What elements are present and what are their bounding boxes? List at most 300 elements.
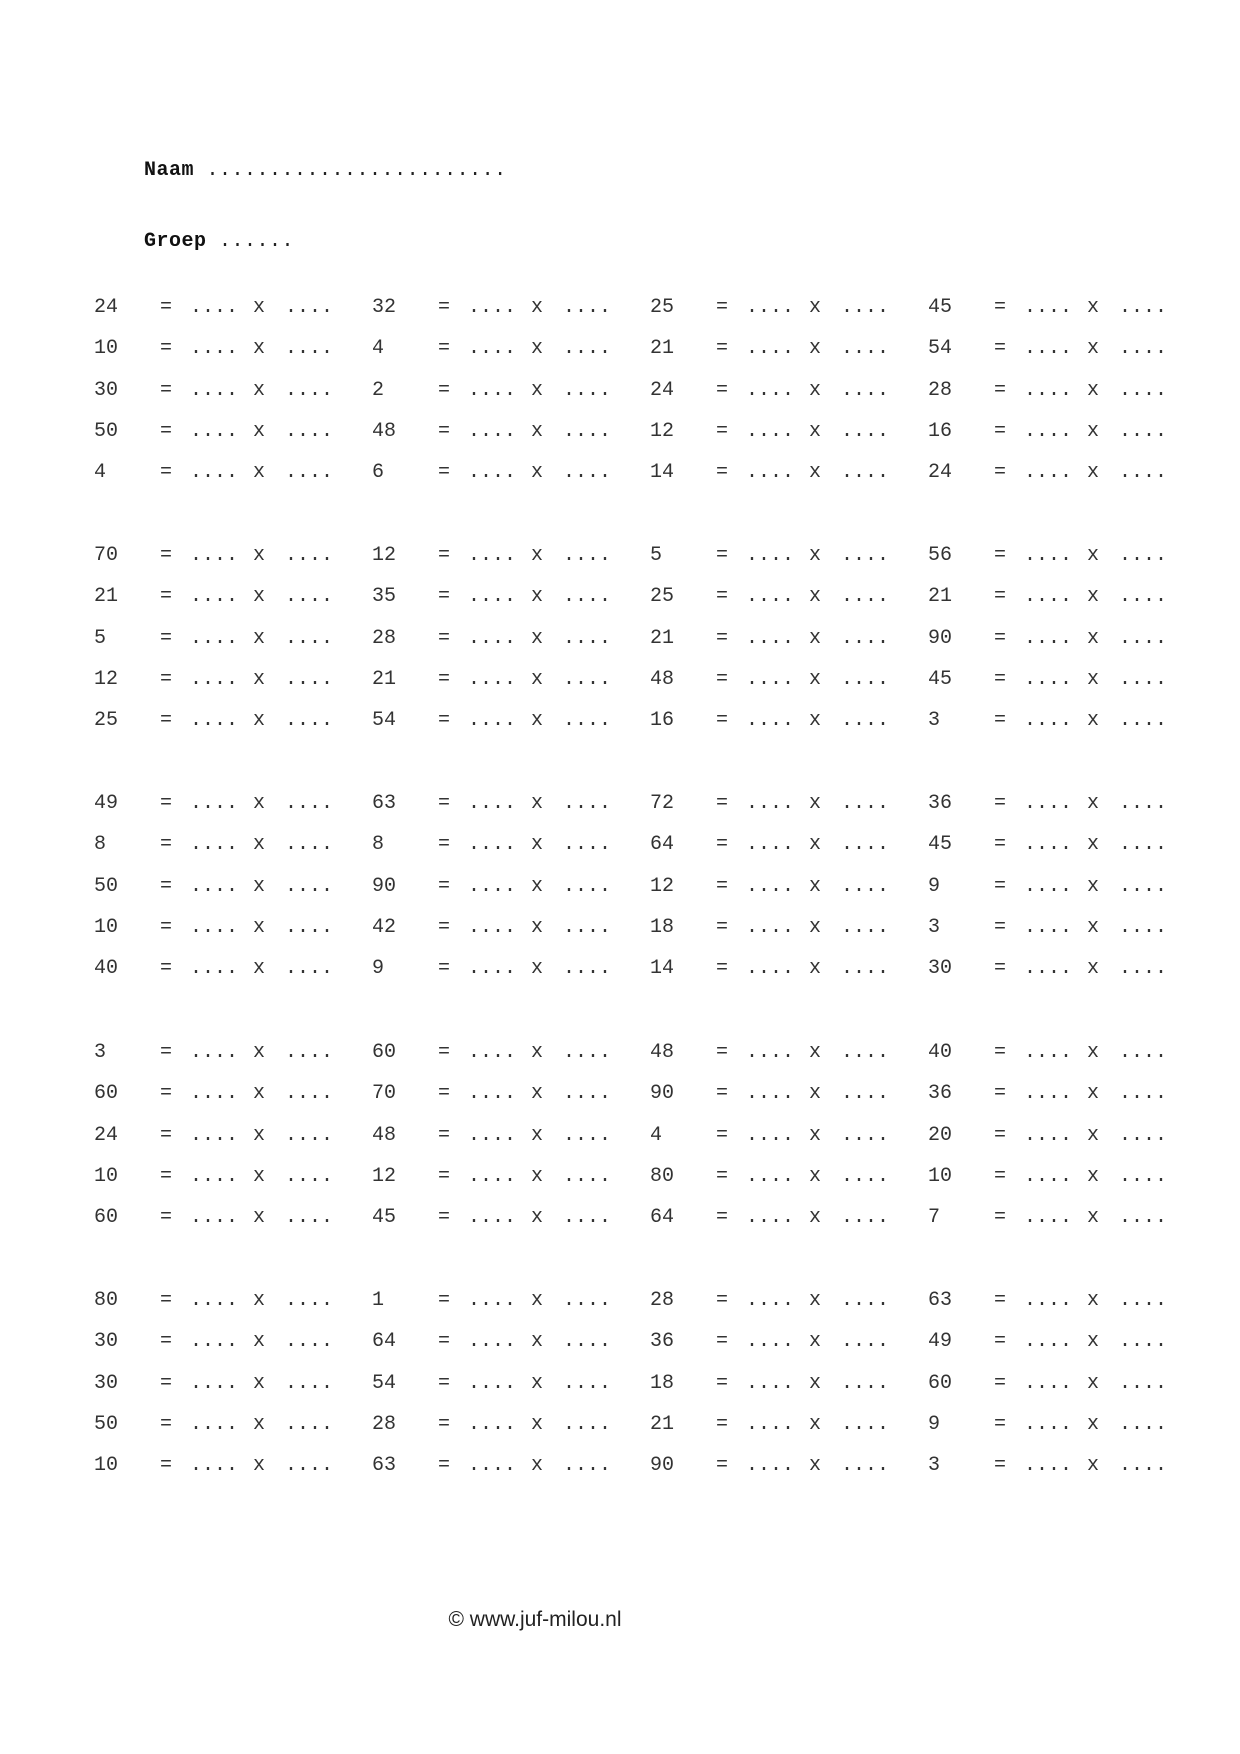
- problem-number: 3: [94, 1041, 107, 1064]
- exercise-item: [372, 1082, 642, 1110]
- exercise-item: [94, 420, 364, 448]
- exercise-item: [928, 875, 1198, 903]
- answer-blank-2[interactable]: ....: [1119, 1289, 1168, 1312]
- equals-sign: =: [160, 544, 173, 567]
- problem-number: 5: [650, 544, 663, 567]
- times-sign: x: [253, 1372, 266, 1395]
- answer-blank-2[interactable]: ....: [563, 957, 612, 980]
- times-sign: x: [531, 1330, 544, 1353]
- answer-blank-1[interactable]: ....: [746, 1082, 795, 1105]
- answer-blank-2[interactable]: ....: [285, 668, 334, 691]
- answer-blank-2[interactable]: ....: [841, 379, 890, 402]
- equals-sign: =: [160, 1165, 173, 1188]
- answer-blank-1[interactable]: ....: [190, 957, 239, 980]
- answer-blank-1[interactable]: ....: [746, 544, 795, 567]
- answer-blank-2[interactable]: ....: [285, 1041, 334, 1064]
- problem-number: 7: [928, 1206, 941, 1229]
- answer-blank-2[interactable]: ....: [563, 875, 612, 898]
- answer-blank-1[interactable]: ....: [190, 875, 239, 898]
- answer-blank-1[interactable]: ....: [1024, 916, 1073, 939]
- times-sign: x: [809, 1165, 822, 1188]
- answer-blank-2[interactable]: ....: [285, 916, 334, 939]
- answer-blank-2[interactable]: ....: [1119, 585, 1168, 608]
- answer-blank-1[interactable]: ....: [746, 1330, 795, 1353]
- exercise-item: [94, 585, 364, 613]
- problem-number: 25: [650, 296, 675, 319]
- answer-blank-1[interactable]: ....: [1024, 544, 1073, 567]
- answer-blank-2[interactable]: ....: [841, 1413, 890, 1436]
- equals-sign: =: [716, 957, 729, 980]
- answer-blank-1[interactable]: ....: [468, 1289, 517, 1312]
- answer-blank-2[interactable]: ....: [285, 379, 334, 402]
- equals-sign: =: [160, 1372, 173, 1395]
- answer-blank-1[interactable]: ....: [746, 709, 795, 732]
- answer-blank-1[interactable]: ....: [190, 916, 239, 939]
- answer-blank-2[interactable]: ....: [841, 792, 890, 815]
- answer-blank-1[interactable]: ....: [746, 1372, 795, 1395]
- answer-blank-1[interactable]: ....: [468, 1454, 517, 1477]
- problem-number: 8: [94, 833, 107, 856]
- answer-blank-1[interactable]: ....: [190, 1454, 239, 1477]
- answer-blank-2[interactable]: ....: [563, 337, 612, 360]
- answer-blank-2[interactable]: ....: [841, 957, 890, 980]
- answer-blank-1[interactable]: ....: [746, 916, 795, 939]
- exercise-item: [928, 916, 1198, 944]
- answer-blank-2[interactable]: ....: [285, 337, 334, 360]
- answer-blank-1[interactable]: ....: [1024, 1372, 1073, 1395]
- equals-sign: =: [716, 1041, 729, 1064]
- exercise-item: [650, 1124, 920, 1152]
- equals-sign: =: [994, 1372, 1007, 1395]
- answer-blank-1[interactable]: ....: [468, 420, 517, 443]
- exercise-item: [928, 1454, 1198, 1482]
- answer-blank-1[interactable]: ....: [468, 1372, 517, 1395]
- exercise-item: [372, 1206, 642, 1234]
- answer-blank-1[interactable]: ....: [190, 1289, 239, 1312]
- answer-blank-2[interactable]: ....: [563, 585, 612, 608]
- name-field[interactable]: [94, 136, 507, 205]
- answer-blank-1[interactable]: ....: [1024, 792, 1073, 815]
- answer-blank-2[interactable]: ....: [1119, 1082, 1168, 1105]
- answer-blank-2[interactable]: ....: [285, 833, 334, 856]
- equals-sign: =: [994, 1165, 1007, 1188]
- answer-blank-2[interactable]: ....: [285, 1454, 334, 1477]
- equals-sign: =: [994, 627, 1007, 650]
- answer-blank-2[interactable]: ....: [841, 1289, 890, 1312]
- answer-blank-2[interactable]: ....: [563, 792, 612, 815]
- answer-blank-1[interactable]: ....: [190, 1082, 239, 1105]
- answer-blank-1[interactable]: ....: [190, 420, 239, 443]
- answer-blank-2[interactable]: ....: [563, 916, 612, 939]
- answer-blank-1[interactable]: ....: [468, 296, 517, 319]
- answer-blank-1[interactable]: ....: [746, 1454, 795, 1477]
- equals-sign: =: [716, 461, 729, 484]
- answer-blank-2[interactable]: ....: [563, 461, 612, 484]
- answer-blank-2[interactable]: ....: [1119, 875, 1168, 898]
- times-sign: x: [809, 296, 822, 319]
- answer-blank-2[interactable]: ....: [563, 1165, 612, 1188]
- answer-blank-2[interactable]: ....: [563, 296, 612, 319]
- answer-blank-1[interactable]: ....: [190, 833, 239, 856]
- equals-sign: =: [716, 1206, 729, 1229]
- answer-blank-1[interactable]: ....: [746, 792, 795, 815]
- answer-blank-2[interactable]: ....: [1119, 1330, 1168, 1353]
- answer-blank-1[interactable]: ....: [468, 1041, 517, 1064]
- exercise-item: [94, 792, 364, 820]
- answer-blank-2[interactable]: ....: [285, 1165, 334, 1188]
- equals-sign: =: [438, 296, 451, 319]
- times-sign: x: [253, 627, 266, 650]
- answer-blank-2[interactable]: ....: [1119, 544, 1168, 567]
- answer-blank-1[interactable]: ....: [190, 1330, 239, 1353]
- exercise-item: [372, 1454, 642, 1482]
- answer-blank-2[interactable]: ....: [1119, 296, 1168, 319]
- answer-blank-2[interactable]: ....: [563, 1124, 612, 1147]
- answer-blank-1[interactable]: ....: [468, 668, 517, 691]
- answer-blank-2[interactable]: ....: [841, 1372, 890, 1395]
- answer-blank-1[interactable]: ....: [190, 1206, 239, 1229]
- answer-blank-1[interactable]: ....: [1024, 1206, 1073, 1229]
- group-blank[interactable]: ......: [206, 230, 295, 253]
- exercise-item: [928, 1082, 1198, 1110]
- answer-blank-2[interactable]: ....: [563, 1372, 612, 1395]
- answer-blank-2[interactable]: ....: [841, 1082, 890, 1105]
- answer-blank-2[interactable]: ....: [841, 420, 890, 443]
- answer-blank-2[interactable]: ....: [841, 833, 890, 856]
- answer-blank-2[interactable]: ....: [285, 1206, 334, 1229]
- answer-blank-1[interactable]: ....: [1024, 627, 1073, 650]
- answer-blank-2[interactable]: ....: [1119, 1413, 1168, 1436]
- answer-blank-1[interactable]: ....: [468, 709, 517, 732]
- equals-sign: =: [438, 379, 451, 402]
- problem-number: 72: [650, 792, 675, 815]
- answer-blank-1[interactable]: ....: [468, 1206, 517, 1229]
- answer-blank-1[interactable]: ....: [468, 833, 517, 856]
- answer-blank-2[interactable]: ....: [841, 461, 890, 484]
- times-sign: x: [1087, 1082, 1100, 1105]
- answer-blank-1[interactable]: ....: [746, 833, 795, 856]
- answer-blank-2[interactable]: ....: [563, 668, 612, 691]
- answer-blank-1[interactable]: ....: [190, 296, 239, 319]
- answer-blank-1[interactable]: ....: [1024, 1289, 1073, 1312]
- equals-sign: =: [160, 1124, 173, 1147]
- answer-blank-1[interactable]: ....: [1024, 379, 1073, 402]
- answer-blank-1[interactable]: ....: [746, 585, 795, 608]
- answer-blank-2[interactable]: ....: [1119, 792, 1168, 815]
- answer-blank-2[interactable]: ....: [841, 337, 890, 360]
- problem-number: 32: [372, 296, 397, 319]
- answer-blank-1[interactable]: ....: [746, 379, 795, 402]
- exercise-item: [650, 1082, 920, 1110]
- answer-blank-1[interactable]: ....: [468, 957, 517, 980]
- answer-blank-2[interactable]: ....: [841, 1206, 890, 1229]
- answer-blank-2[interactable]: ....: [1119, 379, 1168, 402]
- answer-blank-2[interactable]: ....: [1119, 1041, 1168, 1064]
- problem-number: 21: [372, 668, 397, 691]
- answer-blank-1[interactable]: ....: [746, 1206, 795, 1229]
- answer-blank-2[interactable]: ....: [285, 585, 334, 608]
- answer-blank-1[interactable]: ....: [468, 544, 517, 567]
- problem-number: 10: [928, 1165, 953, 1188]
- problem-number: 5: [94, 627, 107, 650]
- answer-blank-1[interactable]: ....: [190, 379, 239, 402]
- problem-number: 63: [372, 1454, 397, 1477]
- answer-blank-2[interactable]: ....: [563, 1206, 612, 1229]
- answer-blank-2[interactable]: ....: [841, 627, 890, 650]
- answer-blank-2[interactable]: ....: [563, 709, 612, 732]
- answer-blank-1[interactable]: ....: [1024, 337, 1073, 360]
- times-sign: x: [1087, 1041, 1100, 1064]
- answer-blank-2[interactable]: ....: [285, 1124, 334, 1147]
- exercise-item: [928, 833, 1198, 861]
- equals-sign: =: [716, 1082, 729, 1105]
- times-sign: x: [531, 1289, 544, 1312]
- exercise-item: [372, 1289, 642, 1317]
- answer-blank-1[interactable]: ....: [1024, 875, 1073, 898]
- answer-blank-2[interactable]: ....: [1119, 1124, 1168, 1147]
- equals-sign: =: [438, 1372, 451, 1395]
- answer-blank-2[interactable]: ....: [285, 1289, 334, 1312]
- exercise-item: [372, 1372, 642, 1400]
- answer-blank-2[interactable]: ....: [285, 544, 334, 567]
- answer-blank-2[interactable]: ....: [841, 1041, 890, 1064]
- answer-blank-2[interactable]: ....: [563, 1041, 612, 1064]
- answer-blank-1[interactable]: ....: [190, 627, 239, 650]
- answer-blank-2[interactable]: ....: [1119, 420, 1168, 443]
- times-sign: x: [531, 1082, 544, 1105]
- answer-blank-2[interactable]: ....: [285, 1330, 334, 1353]
- answer-blank-1[interactable]: ....: [190, 1124, 239, 1147]
- answer-blank-2[interactable]: ....: [1119, 957, 1168, 980]
- equals-sign: =: [994, 296, 1007, 319]
- answer-blank-1[interactable]: ....: [190, 461, 239, 484]
- answer-blank-1[interactable]: ....: [1024, 1041, 1073, 1064]
- answer-blank-2[interactable]: ....: [285, 627, 334, 650]
- answer-blank-1[interactable]: ....: [190, 1041, 239, 1064]
- answer-blank-2[interactable]: ....: [841, 1454, 890, 1477]
- answer-blank-1[interactable]: ....: [1024, 709, 1073, 732]
- answer-blank-2[interactable]: ....: [563, 627, 612, 650]
- answer-blank-2[interactable]: ....: [841, 296, 890, 319]
- answer-blank-2[interactable]: ....: [563, 1082, 612, 1105]
- answer-blank-2[interactable]: ....: [1119, 916, 1168, 939]
- answer-blank-2[interactable]: ....: [285, 875, 334, 898]
- exercise-item: [928, 627, 1198, 655]
- exercise-item: [650, 916, 920, 944]
- times-sign: x: [809, 1413, 822, 1436]
- equals-sign: =: [438, 585, 451, 608]
- answer-blank-2[interactable]: ....: [1119, 1206, 1168, 1229]
- times-sign: x: [531, 709, 544, 732]
- problem-number: 30: [928, 957, 953, 980]
- times-sign: x: [253, 792, 266, 815]
- answer-blank-1[interactable]: ....: [468, 1124, 517, 1147]
- answer-blank-1[interactable]: ....: [468, 1330, 517, 1353]
- answer-blank-1[interactable]: ....: [1024, 585, 1073, 608]
- answer-blank-1[interactable]: ....: [746, 1289, 795, 1312]
- answer-blank-2[interactable]: ....: [285, 420, 334, 443]
- answer-blank-2[interactable]: ....: [1119, 1454, 1168, 1477]
- group-field[interactable]: [94, 207, 294, 276]
- times-sign: x: [253, 1413, 266, 1436]
- answer-blank-1[interactable]: ....: [746, 337, 795, 360]
- answer-blank-1[interactable]: ....: [1024, 1454, 1073, 1477]
- problem-number: 21: [650, 627, 675, 650]
- answer-blank-1[interactable]: ....: [1024, 1165, 1073, 1188]
- answer-blank-1[interactable]: ....: [468, 792, 517, 815]
- equals-sign: =: [716, 627, 729, 650]
- answer-blank-2[interactable]: ....: [841, 1124, 890, 1147]
- times-sign: x: [809, 1330, 822, 1353]
- answer-blank-1[interactable]: ....: [190, 1165, 239, 1188]
- problem-number: 28: [372, 1413, 397, 1436]
- answer-blank-2[interactable]: ....: [841, 1165, 890, 1188]
- equals-sign: =: [716, 1372, 729, 1395]
- problem-number: 4: [650, 1124, 663, 1147]
- exercise-item: [650, 1454, 920, 1482]
- equals-sign: =: [716, 1413, 729, 1436]
- answer-blank-1[interactable]: ....: [190, 668, 239, 691]
- answer-blank-2[interactable]: ....: [841, 916, 890, 939]
- problem-number: 64: [650, 1206, 675, 1229]
- answer-blank-1[interactable]: ....: [190, 792, 239, 815]
- answer-blank-1[interactable]: ....: [468, 875, 517, 898]
- answer-blank-1[interactable]: ....: [1024, 1124, 1073, 1147]
- answer-blank-2[interactable]: ....: [1119, 668, 1168, 691]
- exercise-item: [94, 1206, 364, 1234]
- answer-blank-1[interactable]: ....: [468, 916, 517, 939]
- name-blank[interactable]: ........................: [194, 159, 507, 182]
- answer-blank-1[interactable]: ....: [1024, 957, 1073, 980]
- answer-blank-2[interactable]: ....: [285, 1082, 334, 1105]
- problem-number: 12: [94, 668, 119, 691]
- answer-blank-1[interactable]: ....: [746, 461, 795, 484]
- problem-number: 10: [94, 337, 119, 360]
- answer-blank-1[interactable]: ....: [190, 709, 239, 732]
- answer-blank-1[interactable]: ....: [468, 1082, 517, 1105]
- equals-sign: =: [160, 296, 173, 319]
- problem-number: 56: [928, 544, 953, 567]
- exercise-item: [928, 792, 1198, 820]
- answer-blank-2[interactable]: ....: [1119, 461, 1168, 484]
- answer-blank-1[interactable]: ....: [1024, 1413, 1073, 1436]
- answer-blank-1[interactable]: ....: [1024, 833, 1073, 856]
- exercise-item: [94, 461, 364, 489]
- exercise-item: [650, 296, 920, 324]
- answer-blank-2[interactable]: ....: [563, 420, 612, 443]
- answer-blank-2[interactable]: ....: [1119, 833, 1168, 856]
- answer-blank-2[interactable]: ....: [563, 1330, 612, 1353]
- answer-blank-1[interactable]: ....: [1024, 461, 1073, 484]
- answer-blank-2[interactable]: ....: [563, 833, 612, 856]
- answer-blank-2[interactable]: ....: [1119, 709, 1168, 732]
- answer-blank-1[interactable]: ....: [1024, 668, 1073, 691]
- exercise-item: [928, 1206, 1198, 1234]
- times-sign: x: [1087, 1289, 1100, 1312]
- problem-number: 30: [94, 1330, 119, 1353]
- answer-blank-1[interactable]: ....: [746, 296, 795, 319]
- answer-blank-1[interactable]: ....: [190, 544, 239, 567]
- answer-blank-1[interactable]: ....: [746, 1413, 795, 1436]
- answer-blank-1[interactable]: ....: [1024, 296, 1073, 319]
- answer-blank-1[interactable]: ....: [1024, 1330, 1073, 1353]
- answer-blank-1[interactable]: ....: [468, 461, 517, 484]
- answer-blank-2[interactable]: ....: [285, 792, 334, 815]
- answer-blank-2[interactable]: ....: [841, 668, 890, 691]
- answer-blank-2[interactable]: ....: [285, 461, 334, 484]
- answer-blank-2[interactable]: ....: [285, 1413, 334, 1436]
- equals-sign: =: [438, 627, 451, 650]
- answer-blank-2[interactable]: ....: [841, 875, 890, 898]
- answer-blank-2[interactable]: ....: [1119, 627, 1168, 650]
- exercise-item: [928, 1165, 1198, 1193]
- copyright-footer: © www.juf-milou.nl: [448, 1608, 622, 1631]
- answer-blank-1[interactable]: ....: [1024, 1082, 1073, 1105]
- answer-blank-2[interactable]: ....: [1119, 1372, 1168, 1395]
- answer-blank-2[interactable]: ....: [563, 544, 612, 567]
- times-sign: x: [531, 1165, 544, 1188]
- problem-number: 3: [928, 709, 941, 732]
- answer-blank-1[interactable]: ....: [746, 1041, 795, 1064]
- answer-blank-2[interactable]: ....: [285, 957, 334, 980]
- answer-blank-1[interactable]: ....: [468, 585, 517, 608]
- times-sign: x: [531, 957, 544, 980]
- answer-blank-2[interactable]: ....: [563, 1413, 612, 1436]
- answer-blank-1[interactable]: ....: [746, 957, 795, 980]
- exercise-item: [928, 1330, 1198, 1358]
- times-sign: x: [253, 833, 266, 856]
- answer-blank-1[interactable]: ....: [746, 875, 795, 898]
- answer-blank-1[interactable]: ....: [746, 668, 795, 691]
- answer-blank-1[interactable]: ....: [190, 585, 239, 608]
- answer-blank-2[interactable]: ....: [1119, 337, 1168, 360]
- answer-blank-1[interactable]: ....: [190, 1413, 239, 1436]
- equals-sign: =: [994, 1454, 1007, 1477]
- answer-blank-1[interactable]: ....: [190, 1372, 239, 1395]
- answer-blank-2[interactable]: ....: [285, 709, 334, 732]
- answer-blank-2[interactable]: ....: [563, 379, 612, 402]
- answer-blank-2[interactable]: ....: [1119, 1165, 1168, 1188]
- answer-blank-1[interactable]: ....: [190, 337, 239, 360]
- answer-blank-2[interactable]: ....: [841, 1330, 890, 1353]
- answer-blank-1[interactable]: ....: [468, 337, 517, 360]
- answer-blank-1[interactable]: ....: [468, 627, 517, 650]
- answer-blank-1[interactable]: ....: [746, 1165, 795, 1188]
- equals-sign: =: [994, 337, 1007, 360]
- answer-blank-1[interactable]: ....: [468, 379, 517, 402]
- equals-sign: =: [994, 668, 1007, 691]
- answer-blank-2[interactable]: ....: [841, 544, 890, 567]
- answer-blank-2[interactable]: ....: [841, 709, 890, 732]
- answer-blank-1[interactable]: ....: [468, 1413, 517, 1436]
- answer-blank-2[interactable]: ....: [285, 296, 334, 319]
- problem-number: 54: [372, 1372, 397, 1395]
- times-sign: x: [531, 792, 544, 815]
- answer-blank-2[interactable]: ....: [841, 585, 890, 608]
- problem-number: 12: [650, 875, 675, 898]
- answer-blank-1[interactable]: ....: [468, 1165, 517, 1188]
- answer-blank-1[interactable]: ....: [746, 420, 795, 443]
- exercise-item: [372, 1165, 642, 1193]
- answer-blank-2[interactable]: ....: [563, 1454, 612, 1477]
- answer-blank-1[interactable]: ....: [746, 627, 795, 650]
- answer-blank-2[interactable]: ....: [285, 1372, 334, 1395]
- answer-blank-1[interactable]: ....: [1024, 420, 1073, 443]
- answer-blank-2[interactable]: ....: [563, 1289, 612, 1312]
- answer-blank-1[interactable]: ....: [746, 1124, 795, 1147]
- exercise-item: [928, 379, 1198, 407]
- exercise-item: [94, 1165, 364, 1193]
